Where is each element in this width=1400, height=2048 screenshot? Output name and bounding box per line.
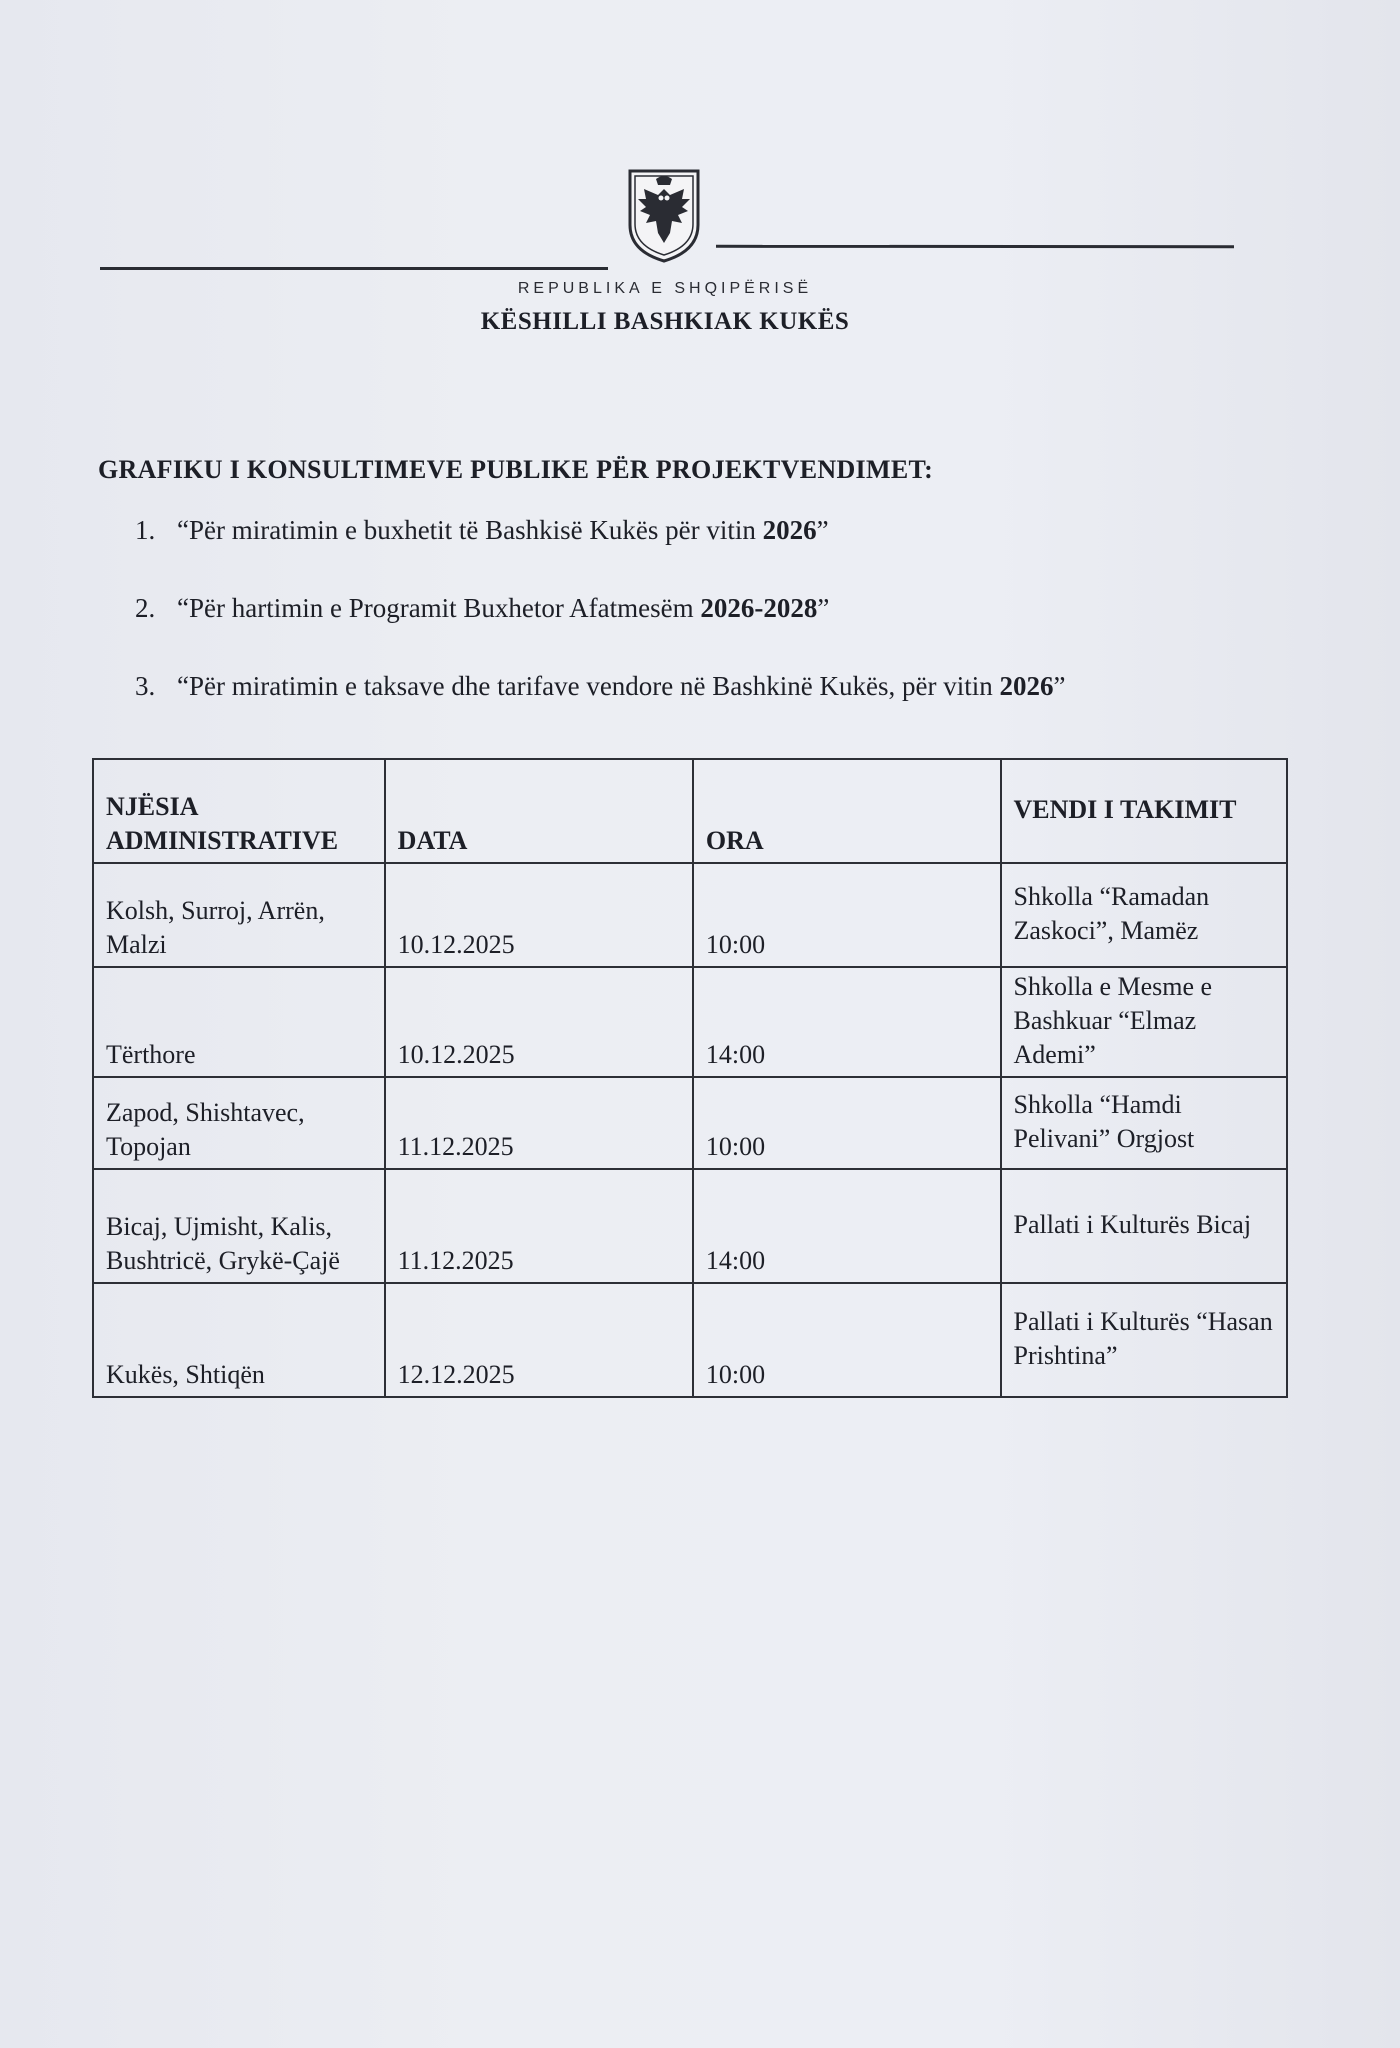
table-row (93, 1077, 1287, 1169)
cell-time: 10:00 (693, 1077, 1001, 1169)
cell-time: 10:00 (693, 863, 1001, 967)
cell-time: 14:00 (693, 967, 1001, 1077)
cell-unit: Kolsh, Surroj, Arrën, Malzi (93, 863, 385, 967)
republic-title: REPUBLIKA E SHQIPËRISË (517, 280, 813, 297)
cell-time: 10:00 (693, 1283, 1001, 1397)
header-cell-date: DATA (385, 759, 693, 863)
cell-date: 12.12.2025 (385, 1283, 693, 1397)
list-item-number: 3. (135, 671, 156, 701)
list-item-year: 2026-2028 (700, 593, 818, 623)
header-cell-time: ORA (693, 759, 1001, 863)
cell-unit: Zapod, Shishtavec, Topojan (93, 1077, 385, 1169)
table-row (93, 967, 1287, 1077)
list-item (135, 588, 1065, 666)
list-item-text: “Për miratimin e buxhetit të Bashkisë Kukës për vitin (177, 515, 763, 545)
consultation-schedule-table (92, 758, 1288, 1398)
cell-place: Shkolla “Ramadan Zaskoci”, Mamëz (1001, 863, 1288, 967)
header-rule-right (716, 245, 1234, 248)
draft-decisions-list (135, 510, 1065, 744)
cell-time: 14:00 (693, 1169, 1001, 1283)
list-item (135, 510, 1065, 588)
cell-place: Shkolla e Mesme e Bashkuar “Elmaz Ademi” (1001, 967, 1288, 1077)
list-item-close-quote: ” (1053, 671, 1066, 701)
header-cell-unit: NJËSIA ADMINISTRATIVE (93, 759, 385, 863)
albanian-coat-of-arms-icon (626, 165, 702, 265)
cell-place: Shkolla “Hamdi Pelivani” Orgjost (1001, 1077, 1288, 1169)
list-item-close-quote: ” (817, 593, 830, 623)
list-item (135, 666, 1065, 744)
cell-date: 11.12.2025 (385, 1169, 693, 1283)
table-row (93, 1283, 1287, 1397)
list-item-year: 2026 (999, 671, 1054, 701)
cell-place: Pallati i Kulturës Bicaj (1001, 1169, 1288, 1283)
cell-unit: Tërthore (93, 967, 385, 1077)
list-item-text: “Për hartimin e Programit Buxhetor Afatmesëm (177, 593, 701, 623)
cell-date: 10.12.2025 (385, 863, 693, 967)
cell-date: 10.12.2025 (385, 967, 693, 1077)
list-item-year: 2026 (762, 515, 817, 545)
list-item-number: 1. (135, 515, 156, 545)
list-item-text: “Për miratimin e taksave dhe tarifave vendore në Bashkinë Kukës, për vitin (177, 671, 1000, 701)
table-row (93, 1169, 1287, 1283)
council-title: KËSHILLI BASHKIAK KUKËS (480, 308, 850, 335)
document-heading: GRAFIKU I KONSULTIMEVE PUBLIKE PËR PROJEKTVENDIMET: (98, 455, 934, 484)
cell-unit: Bicaj, Ujmisht, Kalis, Bushtricë, Grykë-Çajë (93, 1169, 385, 1283)
cell-unit: Kukës, Shtiqën (93, 1283, 385, 1397)
table-header-row (93, 759, 1287, 863)
table-row (93, 863, 1287, 967)
cell-date: 11.12.2025 (385, 1077, 693, 1169)
header-cell-place: VENDI I TAKIMIT (1001, 759, 1288, 863)
cell-place: Pallati i Kulturës “Hasan Prishtina” (1001, 1283, 1288, 1397)
list-item-number: 2. (135, 593, 156, 623)
header-rule-left (100, 267, 608, 270)
list-item-close-quote: ” (816, 515, 829, 545)
